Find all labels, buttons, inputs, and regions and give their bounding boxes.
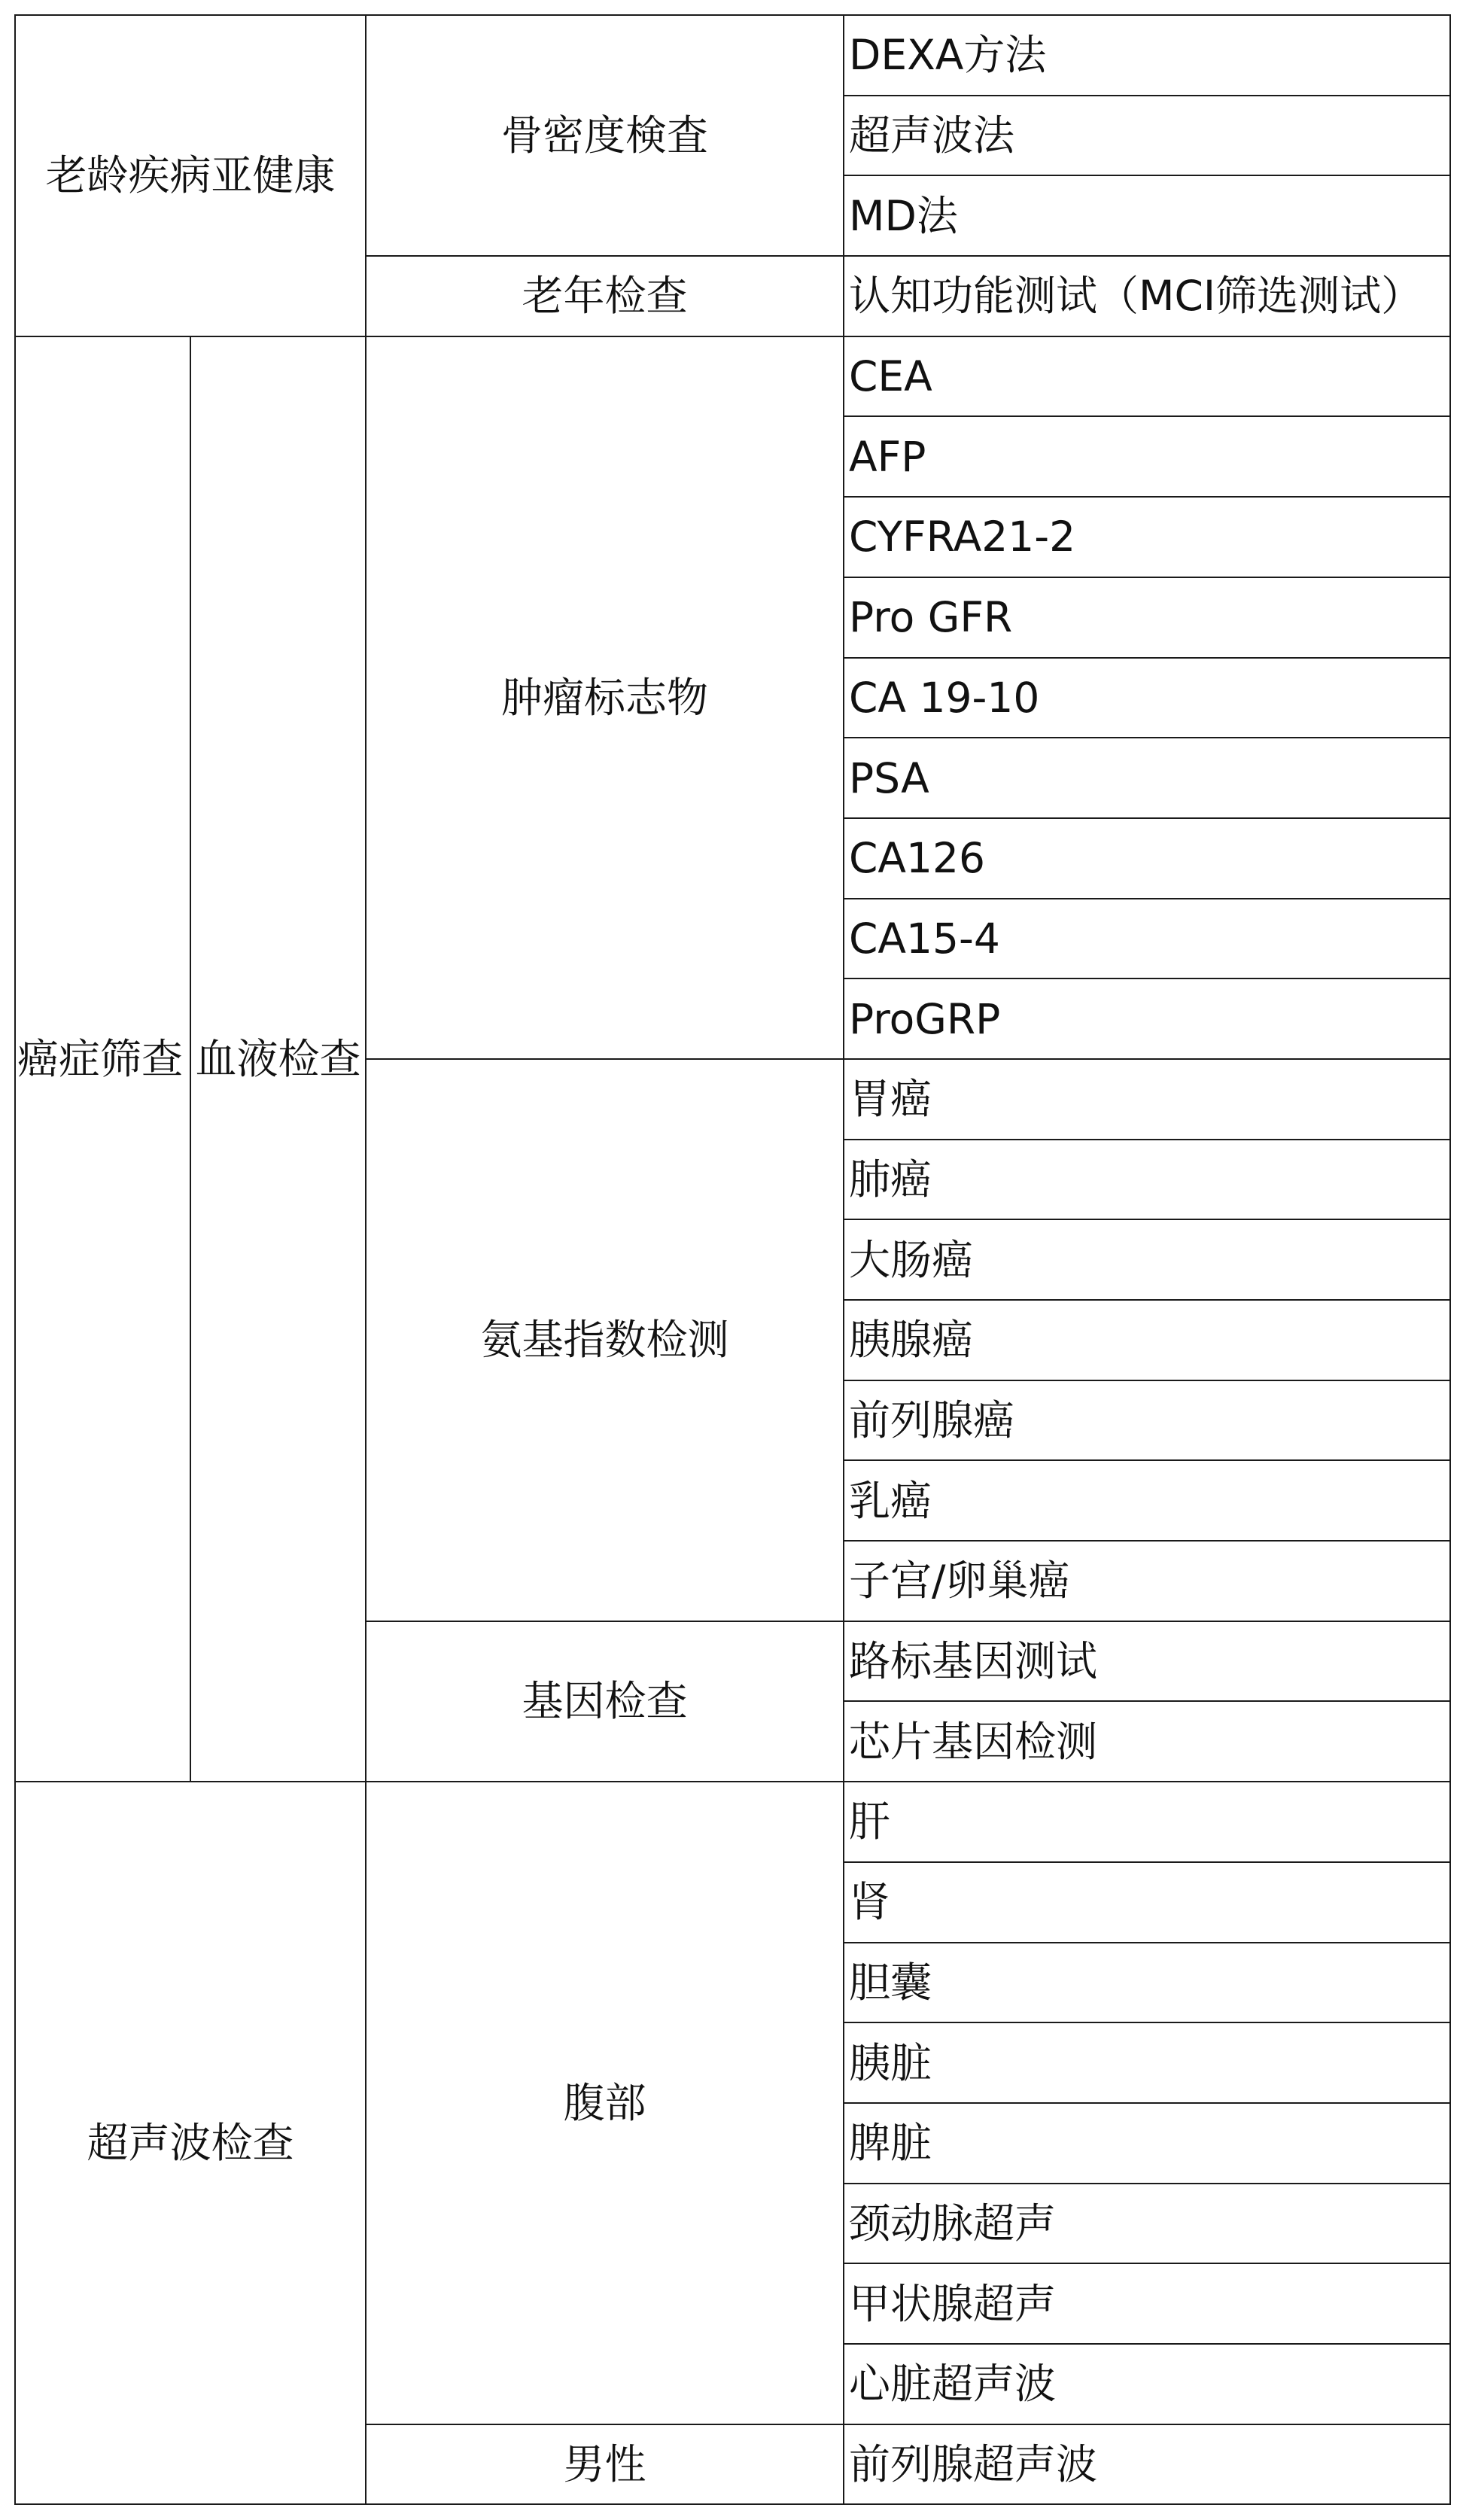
subcategory-bone-density: 骨密度検査	[366, 15, 844, 256]
category-ultrasound: 超声波检查	[15, 1782, 366, 2504]
item-cell: CYFRA21-2	[844, 497, 1450, 577]
item-cell: 乳癌	[844, 1460, 1450, 1541]
table-row	[15, 1782, 1450, 1862]
category-cancer: 癌症筛查	[15, 336, 190, 1782]
item-cell: 子宫/卵巢癌	[844, 1541, 1450, 1621]
item-cell: 肾	[844, 1862, 1450, 1943]
group-tumor-markers: 肿瘤标志物	[366, 336, 844, 1059]
item-cell: 肝	[844, 1782, 1450, 1862]
subcategory-elderly-exam: 老年检查	[366, 256, 844, 336]
item-cell: 前列腺超声波	[844, 2424, 1450, 2505]
item-cell: 颈动脉超声	[844, 2184, 1450, 2264]
item-cell: 胃癌	[844, 1059, 1450, 1140]
item-cell: 超声波法	[844, 96, 1450, 176]
item-cell: Pro GFR	[844, 577, 1450, 658]
item-cell: 胰脏	[844, 2022, 1450, 2103]
group-gene-test: 基因检查	[366, 1621, 844, 1782]
category-geriatric: 老龄疾病亚健康	[15, 15, 366, 336]
item-cell: MD法	[844, 175, 1450, 256]
group-amino-index: 氨基指数检测	[366, 1059, 844, 1621]
item-cell: 芯片基因检测	[844, 1701, 1450, 1782]
item-cell: 心脏超声波	[844, 2344, 1450, 2424]
item-cell: 路标基因测试	[844, 1621, 1450, 1702]
subcategory-blood: 血液检查	[190, 336, 366, 1782]
item-cell: CA15-4	[844, 899, 1450, 979]
item-cell: 大肠癌	[844, 1219, 1450, 1300]
table-row	[15, 15, 1450, 96]
item-cell: 肺癌	[844, 1140, 1450, 1220]
item-cell: DEXA方法	[844, 15, 1450, 96]
subcategory-male: 男性	[366, 2424, 844, 2505]
item-cell: 前列腺癌	[844, 1380, 1450, 1461]
item-cell: ProGRP	[844, 978, 1450, 1059]
item-cell: 甲状腺超声	[844, 2263, 1450, 2344]
screening-table	[14, 14, 1451, 2505]
item-cell: 脾脏	[844, 2103, 1450, 2184]
item-cell: CA126	[844, 818, 1450, 899]
item-cell: PSA	[844, 738, 1450, 818]
item-cell: 胆囊	[844, 1943, 1450, 2023]
item-cell: CEA	[844, 336, 1450, 417]
item-cell: AFP	[844, 416, 1450, 497]
subcategory-abdomen: 腹部	[366, 1782, 844, 2424]
item-cell: 胰腺癌	[844, 1300, 1450, 1380]
item-cell: 认知功能测试（MCI筛选测试）	[844, 256, 1450, 336]
item-cell: CA 19-10	[844, 658, 1450, 738]
table-row	[15, 336, 1450, 417]
